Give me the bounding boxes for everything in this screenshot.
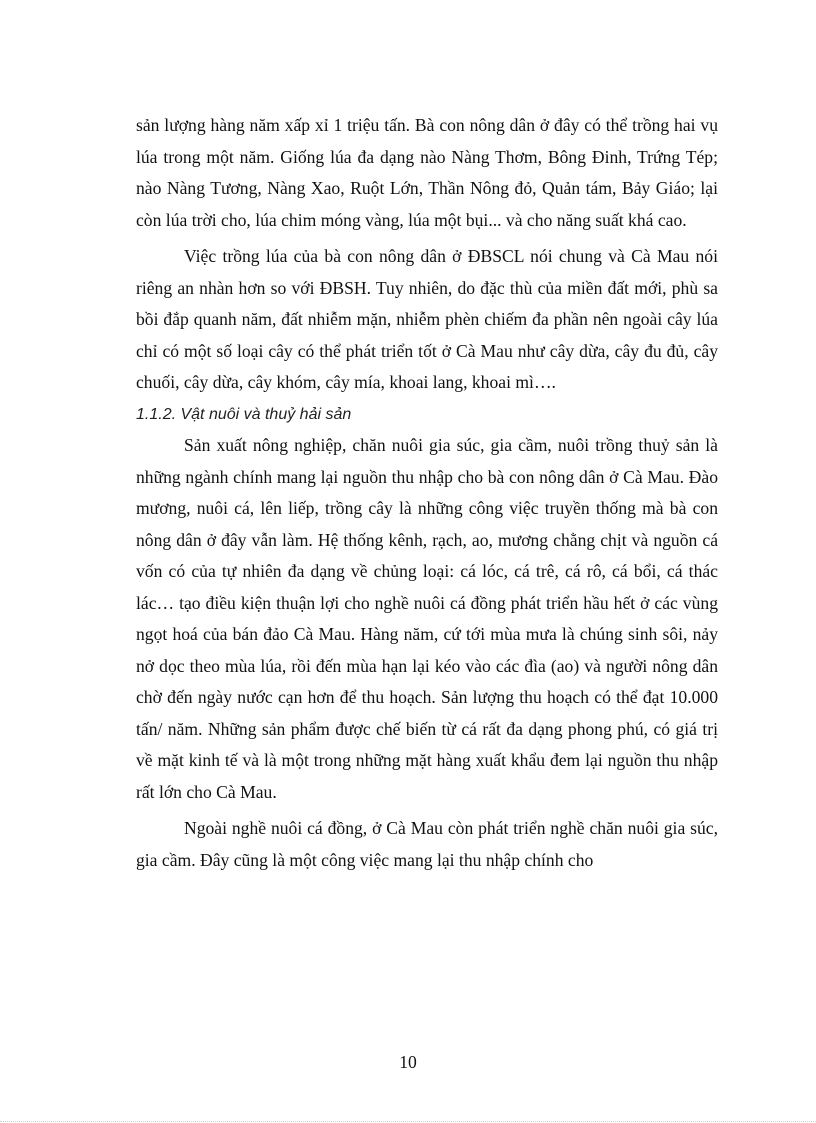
section-heading: 1.1.2. Vật nuôi và thuỷ hải sản — [136, 405, 352, 423]
paragraph-rice-varieties: sản lượng hàng năm xấp xỉ 1 triệu tấn. Bà con nông dân ở đây có thể trồng hai vụ lúa trong một năm. Giống lúa đa dạng nào Nàng Thơm, Bông Đinh, Trứng Tép; nào Nàng Tương, Nàng Xao, Ruột Lớn, Thần Nông đỏ, Quản tám, Bảy Giáo; lại còn lúa trời cho, lúa chim móng vàng, lúa một bụi... và cho năng suất khá cao. — [136, 115, 718, 230]
paragraph-livestock-poultry: Ngoài nghề nuôi cá đồng, ở Cà Mau còn phát triển nghề chăn nuôi gia súc, gia cầm. Đây cũng là một công việc mang lại thu nhập chính cho — [136, 818, 718, 870]
page-bottom-divider — [0, 1121, 816, 1122]
page-number: 10 — [399, 1052, 417, 1072]
paragraph-rice-farming: Việc trồng lúa của bà con nông dân ở ĐBSCL nói chung và Cà Mau nói riêng an nhàn hơn so với ĐBSH. Tuy nhiên, do đặc thù của miền đất mới, phù sa bồi đắp quanh năm, đất nhiễm mặn, nhiễm phèn chiếm đa phần nên ngoài cây lúa chỉ có một số loại cây có thể phát triển tốt ở Cà Mau như cây dừa, cây đu đủ, cây chuối, cây dừa, cây khóm, cây mía, khoai lang, khoai mì…. — [136, 246, 718, 392]
paragraph-livestock-fishery: Sản xuất nông nghiệp, chăn nuôi gia súc, gia cầm, nuôi trồng thuỷ sản là những ngành chính mang lại nguồn thu nhập cho bà con nông dân ở Cà Mau. Đào mương, nuôi cá, lên liếp, trồng cây là những công việc truyền thống mà bà con nông dân ở đây vẫn làm. Hệ thống kênh, rạch, ao, mương chằng chịt và nguồn cá vốn có của tự nhiên đa dạng về chủng loại: cá lóc, cá trê, cá rô, cá bổi, cá thác lác… tạo điều kiện thuận lợi cho nghề nuôi cá đồng phát triển hầu hết ở các vùng ngọt hoá của bán đảo Cà Mau. Hàng năm, cứ tới mùa mưa là chúng sinh sôi, nảy nở dọc theo mùa lúa, rồi đến mùa hạn lại kéo vào các đìa (ao) và người nông dân chờ đến ngày nước cạn hơn để thu hoạch. Sản lượng thu hoạch có thể đạt 10.000 tấn/ năm. Những sản phẩm được chế biến từ cá rất đa dạng phong phú, có giá trị về mặt kinh tế và là một trong những mặt hàng xuất khẩu đem lại nguồn thu nhập rất lớn cho Cà Mau. — [136, 435, 718, 802]
page-body — [136, 110, 718, 876]
